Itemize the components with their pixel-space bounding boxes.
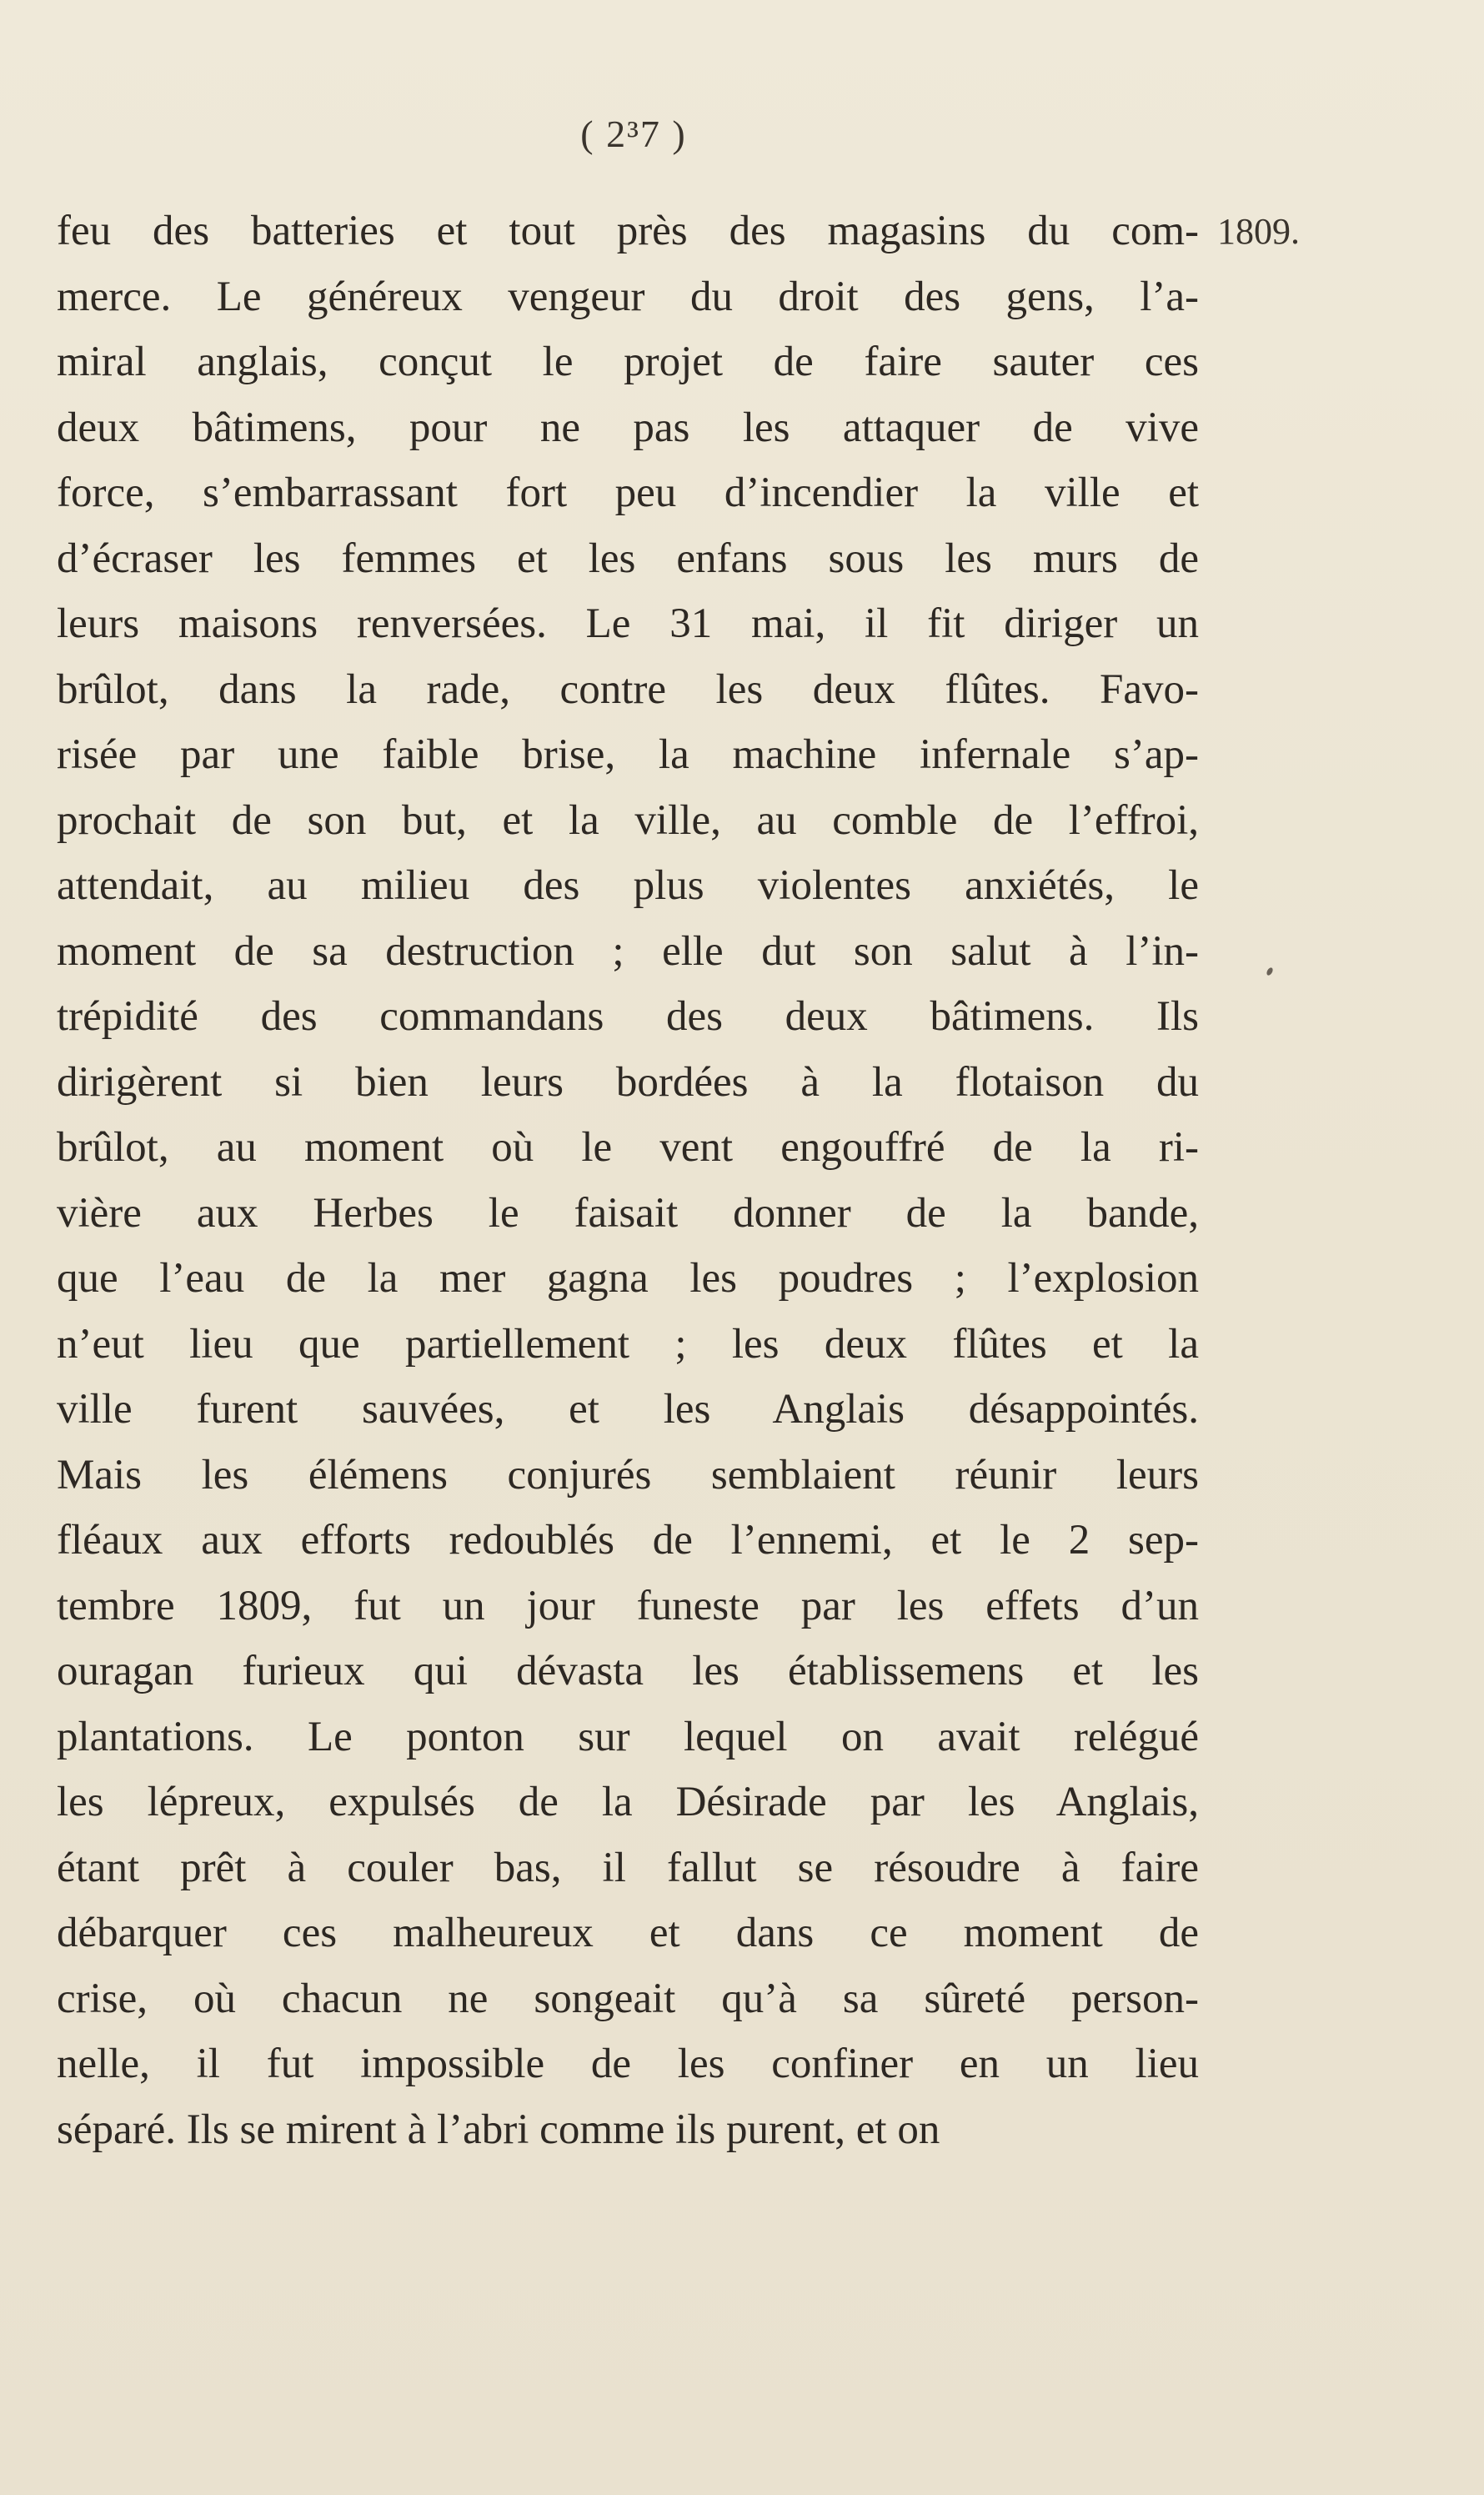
text-line: force, s’embarrassant fort peu d’incendier la ville et — [57, 469, 1199, 516]
text-line: séparé. Ils se mirent à l’abri comme ils purent, et on — [57, 2106, 940, 2153]
text-line: risée par une faible brise, la machine infernale s’ap- — [57, 731, 1199, 778]
text-line: débarquer ces malheureux et dans ce moment de — [57, 1910, 1199, 1956]
text-line: nelle, il fut impossible de les confiner en un lieu — [57, 2041, 1199, 2087]
text-line: d’écraser les femmes et les enfans sous les murs de — [57, 535, 1199, 582]
text-line: brûlot, dans la rade, contre les deux flûtes. Favo- — [57, 665, 1199, 713]
text-line: miral anglais, conçut le projet de faire sauter ces — [57, 339, 1199, 385]
text-line: ouragan furieux qui dévasta les établissemens et les — [57, 1648, 1199, 1694]
text-line: trépidité des commandans des deux bâtimens. Ils — [57, 993, 1199, 1040]
text-line: attendait, au milieu des plus violentes anxiétés, le — [57, 862, 1199, 909]
text-line: vière aux Herbes le faisait donner de la bande, — [57, 1189, 1199, 1237]
text-line: deux bâtimens, pour ne pas les attaquer de vive — [57, 404, 1199, 451]
text-line: les lépreux, expulsés de la Désirade par les Anglais, — [57, 1779, 1199, 1825]
text-line: brûlot, au moment où le vent engouffré de la ri- — [57, 1124, 1199, 1171]
text-line: prochait de son but, et la ville, au comble de l’effroi, — [57, 796, 1199, 844]
text-line: que l’eau de la mer gagna les poudres ; l’explosion — [57, 1255, 1199, 1302]
page-number: ( 2³7 ) — [580, 113, 687, 155]
text-line: Mais les élémens conjurés semblaient réunir leurs — [57, 1451, 1199, 1499]
text-line: moment de sa destruction ; elle dut son salut à l’in- — [57, 927, 1199, 975]
body-text — [57, 198, 1199, 2162]
text-line: plantations. Le ponton sur lequel on avait relégué — [57, 1713, 1199, 1760]
text-line: fléaux aux efforts redoublés de l’ennemi, et le 2 sep- — [57, 1517, 1199, 1564]
text-line: n’eut lieu que partiellement ; les deux flûtes et la — [57, 1320, 1199, 1368]
text-line: ville furent sauvées, et les Anglais désappointés. — [57, 1386, 1199, 1433]
paper-speck — [1266, 966, 1274, 976]
text-line: crise, où chacun ne songeait qu’à sa sûreté person- — [57, 1975, 1199, 2022]
text-line: étant prêt à couler bas, il fallut se résoudre à faire — [57, 1844, 1199, 1891]
text-line: feu des batteries et tout près des magasins du com- — [57, 208, 1199, 254]
text-line: leurs maisons renversées. Le 31 mai, il fit diriger un — [57, 600, 1199, 647]
text-line: dirigèrent si bien leurs bordées à la flotaison du — [57, 1058, 1199, 1106]
margin-year-note: 1809. — [1217, 211, 1300, 252]
text-line: tembre 1809, fut un jour funeste par les effets d’un — [57, 1582, 1199, 1629]
text-line: merce. Le généreux vengeur du droit des gens, l’a- — [57, 273, 1199, 320]
